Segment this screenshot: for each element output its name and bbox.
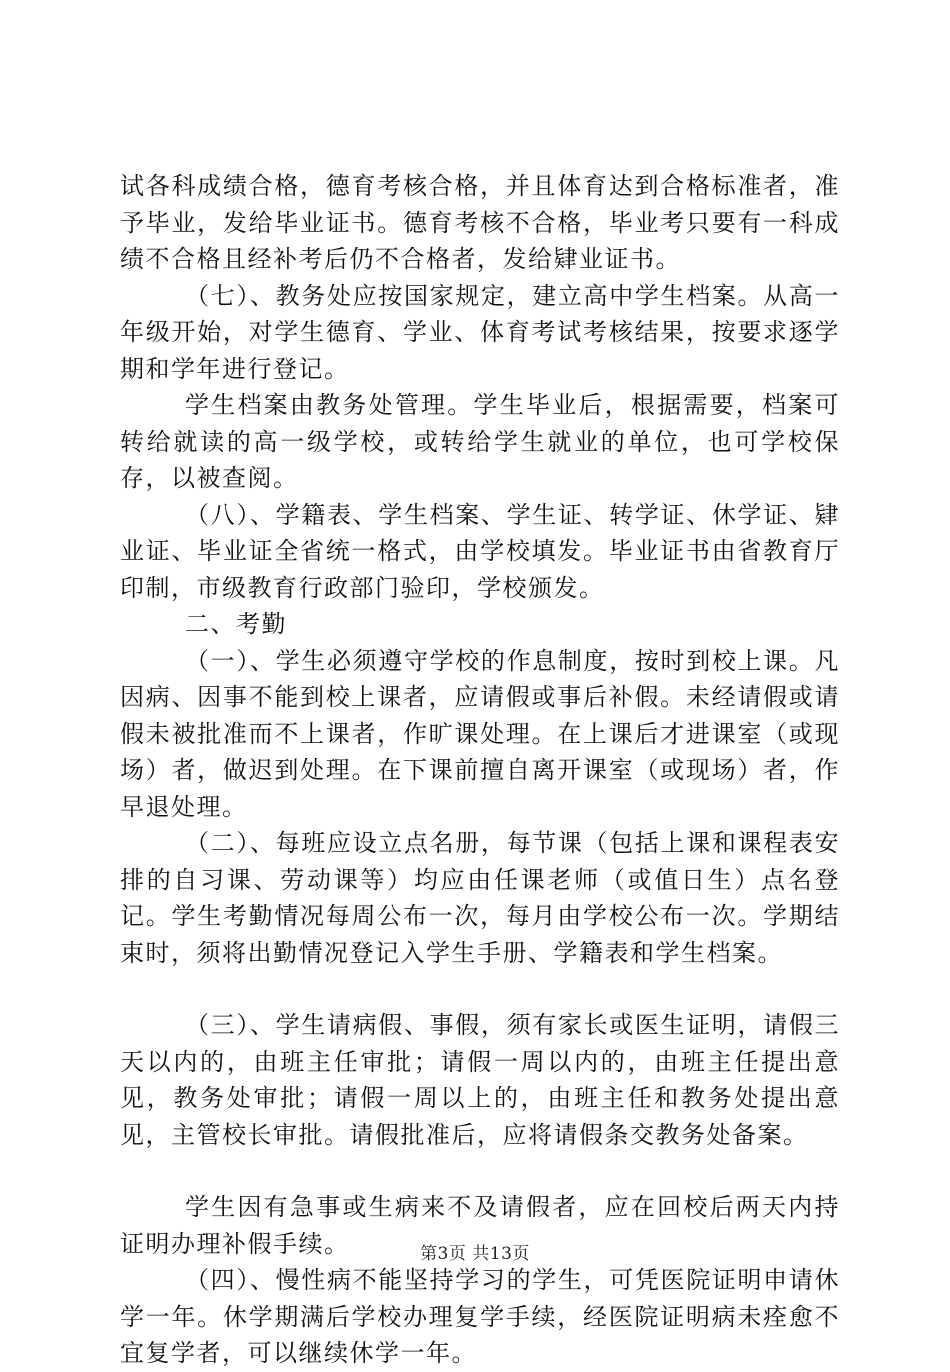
- paragraph-unified-forms: （八）、学籍表、学生档案、学生证、转学证、休学证、肄业证、毕业证全省统一格式，由学校填发。毕业证书由省教育厅印制，市级教育行政部门验印，学校颁发。: [120, 500, 840, 602]
- paragraph-graduation-criteria: 试各科成绩合格，德育考核合格，并且体育达到合格标准者，准予毕业，发给毕业证书。德育考核不合格，毕业考只要有一科成绩不合格且经补考后仍不合格者，发给肄业证书。: [120, 172, 840, 273]
- page-number-footer: 第3页 共13页: [420, 1244, 530, 1264]
- paragraph-suspension: （四）、慢性病不能坚持学习的学生，可凭医院证明申请休学一年。休学期满后学校办理复学手续，经医院证明病未痊愈不宜复学者，可以继续休学一年。: [120, 1266, 840, 1367]
- paragraph-student-records: （七）、教务处应按国家规定，建立高中学生档案。从高一年级开始，对学生德育、学业、体育考试考核结果，按要求逐学期和学年进行登记。: [120, 281, 840, 383]
- paragraph-records-management: 学生档案由教务处管理。学生毕业后，根据需要，档案可转给就读的高一级学校，或转给学生就业的单位，也可学校保存，以被查阅。: [120, 391, 840, 492]
- paragraph-retroactive-leave: 学生因有急事或生病来不及请假者，应在回校后两天内持证明办理补假手续。: [120, 1193, 840, 1258]
- section-heading-attendance: 二、考勤: [185, 610, 287, 638]
- paragraph-roll-call: （二）、每班应设立点名册，每节课（包括上课和课程表安排的自习课、劳动课等）均应由任课老师（或值日生）点名登记。学生考勤情况每周公布一次，每月由学校公布一次。学期结束时，须将出勤情况登记入学生手册、学籍表和学生档案。: [120, 829, 840, 967]
- document-body: [120, 168, 840, 1372]
- paragraph-leave-approval: （三）、学生请病假、事假，须有家长或医生证明，请假三天以内的，由班主任审批；请假一周以内的，由班主任提出意见，教务处审批；请假一周以上的，由班主任和教务处提出意见，主管校长审批。请假批准后，应将请假条交教务处备案。: [120, 1011, 840, 1149]
- paragraph-attendance-rules: （一）、学生必须遵守学校的作息制度，按时到校上课。凡因病、因事不能到校上课者，应请假或事后补假。未经请假或请假未被批准而不上课者，作旷课处理。在上课后才进课室（或现场）者，做迟到处理。在下课前擅自离开课室（或现场）者，作早退处理。: [120, 646, 840, 821]
